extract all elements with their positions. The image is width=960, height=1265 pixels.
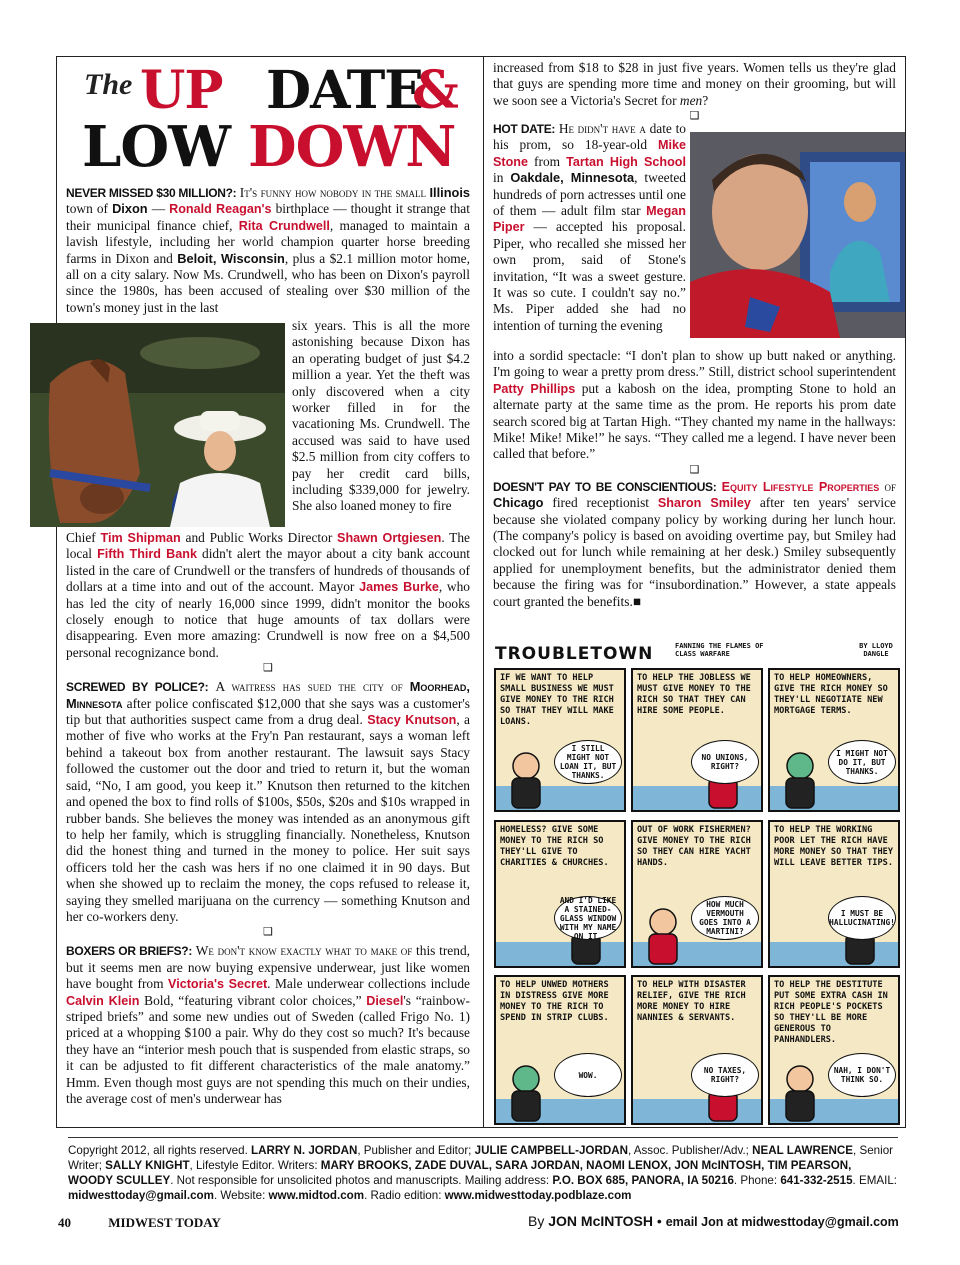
name-ortgiesen: Shawn Ortgiesen xyxy=(337,531,442,545)
credit-name: JULIE CAMPBELL-JORDAN xyxy=(474,1144,628,1157)
comic-caption: TO HELP UNWED MOTHERS IN DISTRESS GIVE MORE MONEY TO THE RICH TO SPEND IN STRIP CLUBS. xyxy=(500,980,609,1023)
author-name: JON McINTOSH xyxy=(548,1213,653,1229)
name-mike-stone: Mike Stone xyxy=(493,138,686,169)
separator: • xyxy=(656,1213,662,1229)
speech-bubble: NO TAXES, RIGHT? xyxy=(691,1053,759,1097)
section-marker: ❑ xyxy=(263,661,273,675)
speech-bubble: WOW. xyxy=(554,1053,622,1097)
phone: 641-332-2515 xyxy=(780,1174,853,1187)
lead-in: We don't know exactly what to make of xyxy=(195,943,413,959)
comic-figure xyxy=(496,670,626,812)
comic-caption: HOMELESS? GIVE SOME MONEY TO THE RICH SO THEY'LL GIVE TO CHARITIES & CHURCHES. xyxy=(500,825,609,868)
text: put a kabosh on the idea, prompting Stone to hold an alternate party at the same time as the prom. He reports his prom date search scored big at Tartan High. “They chanted my name in the hallways: Mike! Mike! Mike!” he says. “They called me a legend. I have never been called that before.” xyxy=(493,380,896,462)
text: date to his prom, so 18-year-old xyxy=(493,121,686,153)
end-mark: ■ xyxy=(632,593,641,609)
comic-panel xyxy=(768,975,900,1125)
text: , Lifestyle Editor. Writers: xyxy=(189,1159,318,1172)
comic-figure xyxy=(496,977,626,1125)
speech-bubble: I MIGHT NOT DO IT, BUT THANKS. xyxy=(828,740,896,784)
article-never-missed-cont xyxy=(66,530,470,1107)
text: By xyxy=(528,1213,545,1229)
text: , tweeted hundreds of porn actresses until one of them — adult film star xyxy=(493,170,687,219)
name-burke: James Burke xyxy=(359,580,439,595)
comic-caption: TO HELP THE WORKING POOR LET THE RICH HAVE MORE MONEY SO THAT THEY WILL LEAVE BETTER TIPS. xyxy=(774,825,893,868)
article-hot-date-wrap xyxy=(493,121,686,334)
comic-caption: TO HELP THE JOBLESS WE MUST GIVE MONEY TO THE RICH SO THAT THEY CAN HIRE SOME PEOPLE. xyxy=(637,673,751,716)
masthead-amp: & xyxy=(412,60,459,121)
text: after police confiscated $12,000 that she says was a customer's tip but that authorities suspect came from a drug deal. xyxy=(66,695,470,728)
comic-figure xyxy=(633,822,763,968)
comic-panel xyxy=(494,668,626,812)
name-patty-phillips: Patty Phillips xyxy=(493,381,576,396)
text: from xyxy=(534,153,561,169)
comic-panel xyxy=(768,820,900,968)
footer-left xyxy=(58,1215,221,1231)
text: town of xyxy=(66,201,108,217)
masthead-down: DOWN xyxy=(248,114,456,180)
text: . Not responsible for unsolicited photos and manuscripts. Mailing address: xyxy=(170,1174,550,1187)
credit-writers: MARY BROOKS, ZADE DUVAL, SARA JORDAN, NAOMI LENOX, JON McINTOSH, TIM PEARSON, WOODY SCULLEY xyxy=(68,1159,852,1187)
name-fifth-third: Fifth Third Bank xyxy=(97,547,197,562)
text: after ten years' service because she violated company policy by working during her lunch hour. (The company's policy is based on avoiding overtime pay, but Smiley had clocked out for lunch while remaining at her desk.) Smiley subsequently applied for unemployment benefits, but the administrator denied them because the firing was for “insubordination.” However, a state appeals court granted the benefits. xyxy=(493,495,896,609)
text: , plus a $2.1 million motor home, all on a city salary. Now Ms. Crundwell, who has been on Dixon's payroll since the 1980s, has been accused of stealing over $30 million of the town's money just in the last xyxy=(66,250,470,315)
comic-subtitle: FANNING THE FLAMES OF CLASS WARFARE xyxy=(675,642,764,658)
lead-in: A waitress has sued the city of xyxy=(215,679,403,695)
name-shipman: Tim Shipman xyxy=(100,531,181,545)
speech-bubble: AND I'D LIKE A STAINED-GLASS WINDOW WITH MY NAME ON IT. xyxy=(554,896,622,940)
text: , managed to maintain a lavish lifestyle, including her world champion quarter horse breeding farms in Dixon and xyxy=(66,217,470,266)
comic-panel xyxy=(768,668,900,812)
masthead-up: UP xyxy=(140,60,223,121)
text: and Public Works Director xyxy=(185,530,333,545)
name-victorias-secret: Victoria's Secret xyxy=(168,977,268,992)
masthead-low: LOW xyxy=(82,114,231,180)
place-beloit: Beloit, Wisconsin xyxy=(177,250,285,266)
article-never-missed-wrap xyxy=(292,318,470,515)
name-tartan-high: Tartan High School xyxy=(566,154,686,169)
section-heading: DOESN'T PAY TO BE CONSCIENTIOUS: xyxy=(493,479,717,494)
credits xyxy=(68,1143,898,1203)
place-dixon: Dixon xyxy=(112,201,148,217)
text: 's “rainbow-striped briefs” and some new undies out of Sweden (called Frigo No. 1) priced at a whopping $100 a pair. Why do they cost so much? It's because they have an “interior mesh pouch that is suspended from elastic straps, so it can be adjusted to fit different characteristics of the male anatomy.” Hmm. Even though most guys are not spending this much on their undies, the average cost of men's underwear has xyxy=(66,992,470,1106)
horse-photo xyxy=(30,323,285,527)
text: . Male underwear collections include xyxy=(267,976,470,992)
place-illinois: Illinois xyxy=(429,185,470,200)
name-megan-piper: Megan Piper xyxy=(493,204,686,235)
comic-panel xyxy=(631,820,763,968)
name-reagan: Ronald Reagan's xyxy=(169,202,272,217)
text: six years. This is all the more astonishing because Dixon has an operating budget of just $4.2 million a year. Yet the theft was only discovered when a city worker filled in for the vacationing Ms. Crundwell. The accused was said to have used $2.5 million from city coffers to pay her credit card bills, including $339,000 for jewelry. She also loaned money to fire xyxy=(292,318,470,514)
text: of xyxy=(884,478,896,494)
section-heading: BOXERS OR BRIEFS?: xyxy=(66,944,193,959)
text: didn't alert the mayor about a city bank account listed in the care of Crundwell or the transfers of hundreds of thousands of dollars at a time into and out of the account. Mayor xyxy=(66,546,470,595)
comic-title: TROUBLETOWN xyxy=(495,644,654,664)
speech-bubble: HOW MUCH VERMOUTH GOES INTO A MARTINI? xyxy=(691,896,759,940)
text: . Phone: xyxy=(733,1174,778,1187)
comic-panel xyxy=(631,975,763,1125)
speech-bubble: I MUST BE HALLUCINATING! xyxy=(828,896,896,940)
text: . Website: xyxy=(213,1189,266,1202)
website-link[interactable]: www.midtod.com xyxy=(268,1189,365,1202)
article-never-missed xyxy=(66,185,470,316)
credit-name: SALLY KNIGHT xyxy=(105,1159,190,1172)
speech-bubble: I STILL MIGHT NOT LOAN IT, BUT THANKS. xyxy=(554,740,622,784)
radio-link[interactable]: www.midwesttoday.podblaze.com xyxy=(444,1189,632,1202)
prom-photo xyxy=(690,132,905,338)
email-link[interactable]: midwesttoday@gmail.com xyxy=(68,1189,214,1202)
text: ? xyxy=(702,92,709,108)
speech-bubble: NO UNIONS, RIGHT? xyxy=(691,740,759,784)
section-heading: SCREWED BY POLICE?: xyxy=(66,680,209,695)
troubletown-comic xyxy=(491,640,902,1125)
lead-in: It's funny how nobody in the small xyxy=(239,185,427,200)
masthead-the: The xyxy=(84,68,133,101)
name-sharon-smiley: Sharon Smiley xyxy=(657,496,751,511)
magazine-name: MIDWEST TODAY xyxy=(108,1215,221,1230)
section-marker: ❑ xyxy=(263,925,273,939)
page-number: 40 xyxy=(58,1215,71,1230)
speech-bubble: NAH, I DON'T THINK SO. xyxy=(828,1053,896,1097)
section-marker: ❑ xyxy=(689,462,700,476)
text: — accepted his proposal. Piper, who recalled she missed her own prom, said of Stone's invitation, “It was a sweet gesture. It was so cute. I couldn't say no.” Ms. Piper added she had no intention of turning the evening xyxy=(493,219,686,333)
place-chicago: Chicago xyxy=(493,495,544,511)
comic-figure xyxy=(633,670,763,812)
comic-caption: TO HELP HOMEOWNERS, GIVE THE RICH MONEY SO THEY'LL NEGOTIATE NEW MORTGAGE TERMS. xyxy=(774,673,888,716)
comic-byline: BY LLOYD DANGLE xyxy=(859,642,893,658)
masthead-date: DATE xyxy=(266,60,423,121)
author-email[interactable]: email Jon at midwesttoday@gmail.com xyxy=(665,1215,899,1229)
comic-figure xyxy=(770,822,900,968)
footer-right xyxy=(528,1213,899,1229)
section-heading: NEVER MISSED $30 MILLION?: xyxy=(66,186,237,200)
text: , who has led the city of nearly 16,000 since 1999, didn't monitor the books closely enough to notice that huge amounts of tax dollars were disappearing. Even more amazing: Crundwell is now free on a $4,500 personal recognizance bond. xyxy=(66,579,470,660)
right-column-top xyxy=(493,60,896,123)
credits-rule xyxy=(68,1137,898,1138)
text: Chief xyxy=(66,530,96,545)
name-equity-lifestyle: Equity Lifestyle Properties xyxy=(721,479,880,494)
place-moorhead: Moorhead, Minnesota xyxy=(66,679,470,711)
text: — xyxy=(151,201,166,217)
comic-figure xyxy=(770,670,900,812)
comic-panel xyxy=(494,820,626,968)
credit-name: LARRY N. JORDAN xyxy=(251,1144,358,1157)
lead-in: He didn't have a xyxy=(558,121,646,136)
comic-caption: OUT OF WORK FISHERMEN? GIVE MONEY TO THE RICH SO THEY CAN HIRE YACHT HANDS. xyxy=(637,825,751,868)
name-knutson: Stacy Knutson xyxy=(367,713,457,728)
comic-figure xyxy=(633,977,763,1125)
text: , Assoc. Publisher/Adv.; xyxy=(627,1144,749,1157)
text: Bold, “featuring vibrant color choices,” xyxy=(144,992,362,1008)
text: . The local xyxy=(66,530,470,562)
comic-caption: TO HELP WITH DISASTER RELIEF, GIVE THE RICH MORE MONEY TO HIRE NANNIES & SERVANTS. xyxy=(637,980,746,1023)
text: increased from $18 to $28 in just five years. Women tells us they're glad that guys are spending more time and money on their grooming, but will we soon see a Victoria's Secret for xyxy=(493,60,896,108)
text: into a sordid spectacle: “I don't plan to show up butt naked or anything. I'm going to wear a pretty prom dress.” Still, district school superintendent xyxy=(493,348,896,380)
column-divider xyxy=(483,56,484,1128)
text: , Senior Writer; xyxy=(68,1144,894,1172)
text: fired receptionist xyxy=(552,495,650,511)
text: . EMAIL: xyxy=(852,1174,897,1187)
name-calvin-klein: Calvin Klein xyxy=(66,993,140,1008)
place-oakdale: Oakdale, Minnesota xyxy=(510,170,635,186)
comic-caption: TO HELP THE DESTITUTE PUT SOME EXTRA CASH IN RICH PEOPLE'S POCKETS SO THEY'LL BE MORE GENEROUS TO PANHANDLERS. xyxy=(774,980,888,1045)
article-hot-date-cont xyxy=(493,348,896,610)
text: , a mother of five who works at the Fry'n Pan restaurant, says a woman left behind a takeout box from another restaurant. The lawsuit says Stacy followed the customer out the door and tried to return it, but the woman said, “No, I am good, you keep it.” Knutson then returned to the kitchen and opened the box to find rolls of $100s, $50s, $20s and $10s wrapped in rubber bands. She believes the money was intended as an anonymous gift to help her family, which is struggling financially. Nonetheless, Knutson did the honest thing and turned in the money to police. Her suit says officers told her the cash was hers if no one claimed it in 90 days. But when she showed up to reclaim the money, the cops refused to release it, saying they smelled marijuana on the currency — something Knutson and her co-workers deny. xyxy=(66,712,470,924)
text: birthplace — thought it strange that their municipal finance chief, xyxy=(66,201,470,233)
name-diesel: Diesel xyxy=(366,993,404,1008)
text: this trend, but it seems men are now buying expensive underwear, just like women have bought from xyxy=(66,943,470,992)
comic-figure xyxy=(770,977,900,1125)
comic-panel xyxy=(631,668,763,812)
text-em: men xyxy=(679,92,703,108)
masthead xyxy=(70,62,470,180)
credit-name: NEAL LAWRENCE xyxy=(752,1144,854,1157)
comic-panel xyxy=(494,975,626,1125)
section-heading: HOT DATE: xyxy=(493,122,556,136)
name-crundwell: Rita Crundwell xyxy=(238,218,330,233)
section-marker: ❑ xyxy=(689,109,700,123)
text: . Radio edition: xyxy=(364,1189,442,1202)
comic-caption: IF WE WANT TO HELP SMALL BUSINESS WE MUST GIVE MONEY TO THE RICH SO THAT THEY WILL MAKE LOANS. xyxy=(500,673,614,727)
text: Copyright 2012, all rights reserved. xyxy=(68,1144,248,1157)
text: in xyxy=(493,170,504,186)
mailing-address: P.O. BOX 685, PANORA, IA 50216 xyxy=(552,1174,734,1187)
text: , Publisher and Editor; xyxy=(357,1144,472,1157)
